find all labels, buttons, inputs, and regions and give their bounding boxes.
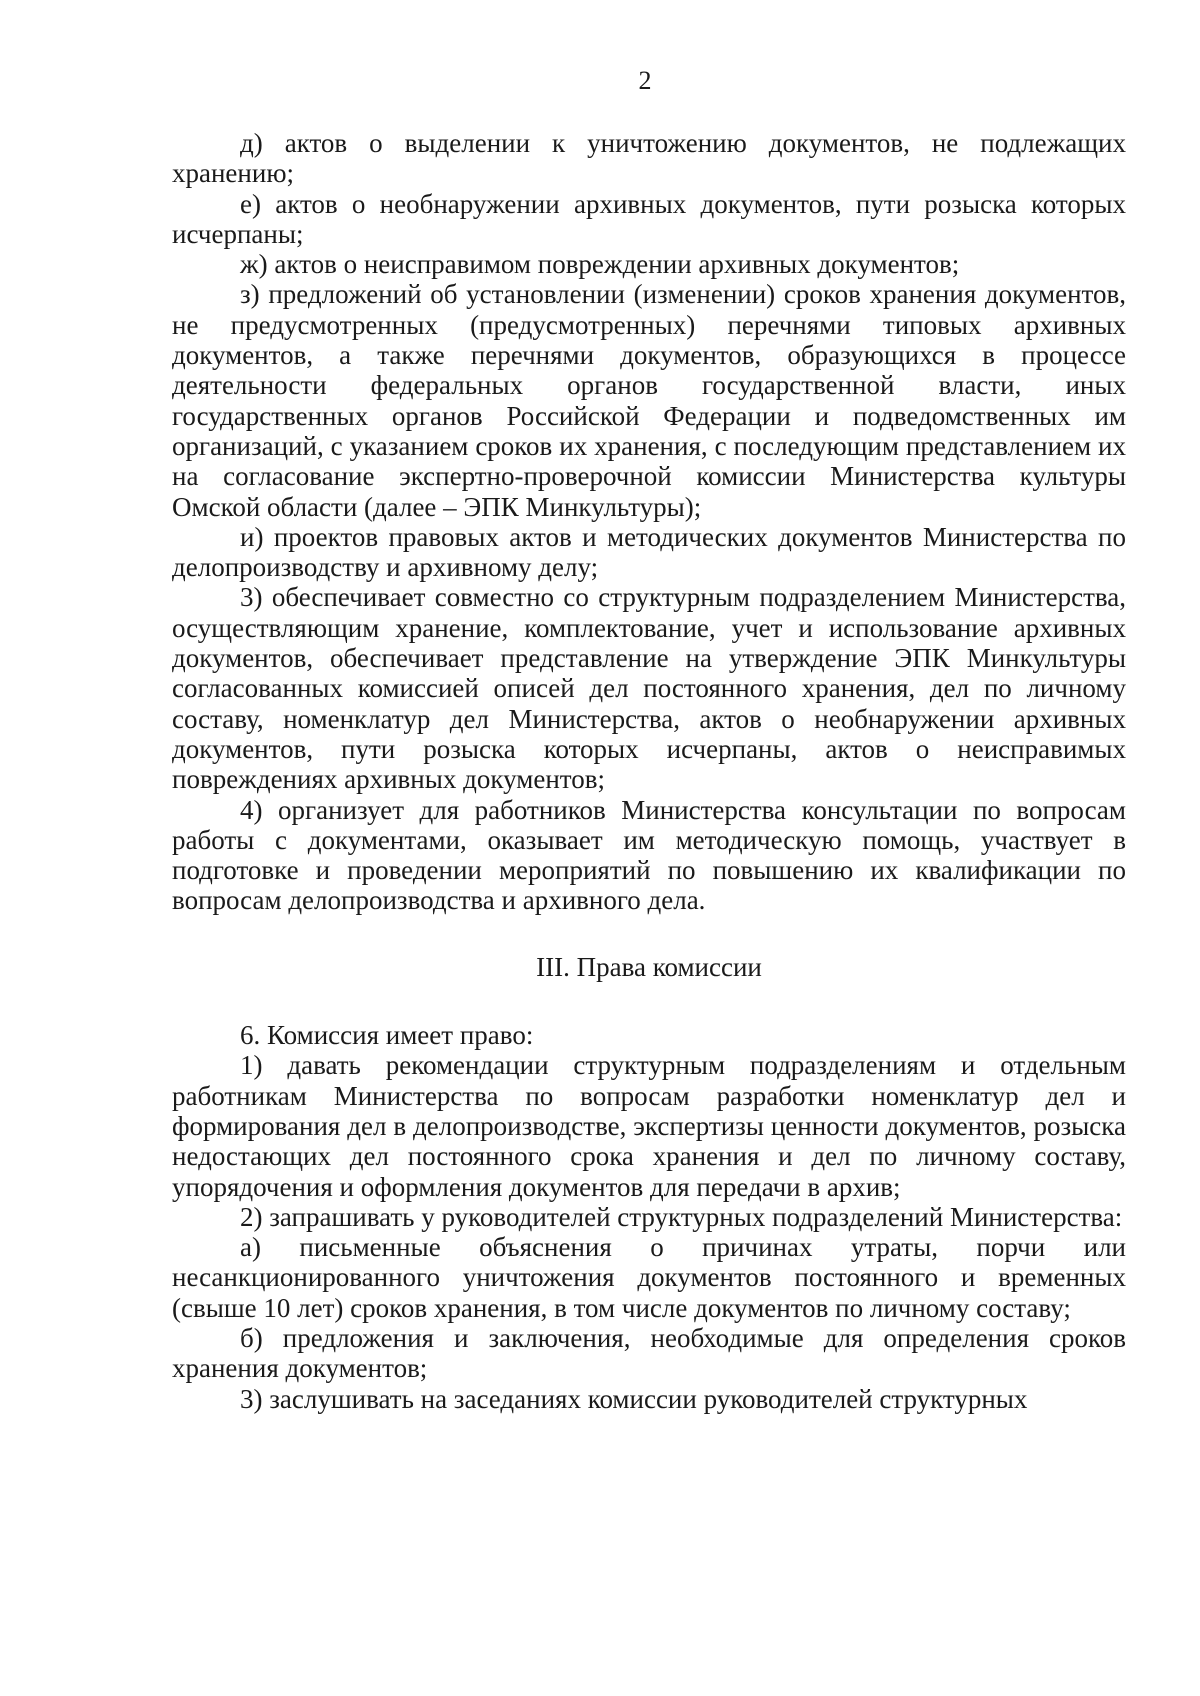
paragraph-3-provides-approval: 3) обеспечивает совместно со структурным подразделением Министерства, осуществляющим хранение, комплектование, учет и использование архивных документов, обеспечивает представление на утверждение ЭПК Минкультуры согласованных комиссией описей дел постоянного хранения, дел по личному составу, номенклатур дел Министерства, актов о необнаружении архивных документов, пути розыска которых исчерпаны, актов о неисправимых повреждениях архивных документов; xyxy=(172,582,1126,795)
paragraph-z-storage-proposals: з) предложений об установлении (изменении) сроков хранения документов, не предусмотренных (предусмотренных) перечнями типовых архивных документов, а также перечнями документов, образующихся в процессе деятельности федеральных органов государственной власти, иных государственных органов Российской Федерации и подведомственных им организаций, с указанием сроков их хранения, с последующим представлением их на согласование экспертно-проверочной комиссии Министерства культуры Омской области (далее – ЭПК Минкультуры); xyxy=(172,279,1126,522)
paragraph-6-commission-rights: 6. Комиссия имеет право: xyxy=(240,1020,534,1051)
paragraph-b-proposals: б) предложения и заключения, необходимые для определения сроков хранения документов; xyxy=(172,1322,1126,1384)
paragraph-4-consultations: 4) организует для работников Министерства консультации по вопросам работы с документами, оказывает им методическую помощь, участвует в подготовке и проведении мероприятий по повышению их квалификации по вопросам делопроизводства и архивного дела. xyxy=(172,794,1126,916)
paragraph-1-recommendations: 1) давать рекомендации структурным подразделениям и отдельным работникам Министерства по вопросам разработки номенклатур дел и формирования дел в делопроизводстве, экспертизы ценности документов, розыска недостающих дел постоянного срока хранения и дел по личному составу, упорядочения и оформления документов для передачи в архив; xyxy=(172,1050,1126,1202)
document-body xyxy=(172,128,1126,1414)
paragraph-a-explanations: а) письменные объяснения о причинах утраты, порчи или несанкционированного уничтожения документов постоянного и временных (свыше 10 лет) сроков хранения, в том числе документов по личному составу; xyxy=(172,1232,1126,1323)
paragraph-zh-acts-damage: ж) актов о неисправимом повреждении архивных документов; xyxy=(240,249,960,280)
paragraph-e-acts-not-found: е) актов о необнаружении архивных документов, пути розыска которых исчерпаны; xyxy=(172,188,1126,249)
paragraph-d-acts-destruction: д) актов о выделении к уничтожению документов, не подлежащих хранению; xyxy=(172,128,1126,189)
paragraph-2-request: 2) запрашивать у руководителей структурных подразделений Министерства: xyxy=(240,1201,1123,1232)
paragraph-i-legal-drafts: и) проектов правовых актов и методических документов Министерства по делопроизводству и архивному делу; xyxy=(172,521,1126,583)
section-heading-rights: III. Права комиссии xyxy=(536,951,762,982)
page-number: 2 xyxy=(638,66,652,95)
paragraph-3-hear-heads: 3) заслушивать на заседаниях комиссии руководителей структурных xyxy=(240,1383,1028,1414)
